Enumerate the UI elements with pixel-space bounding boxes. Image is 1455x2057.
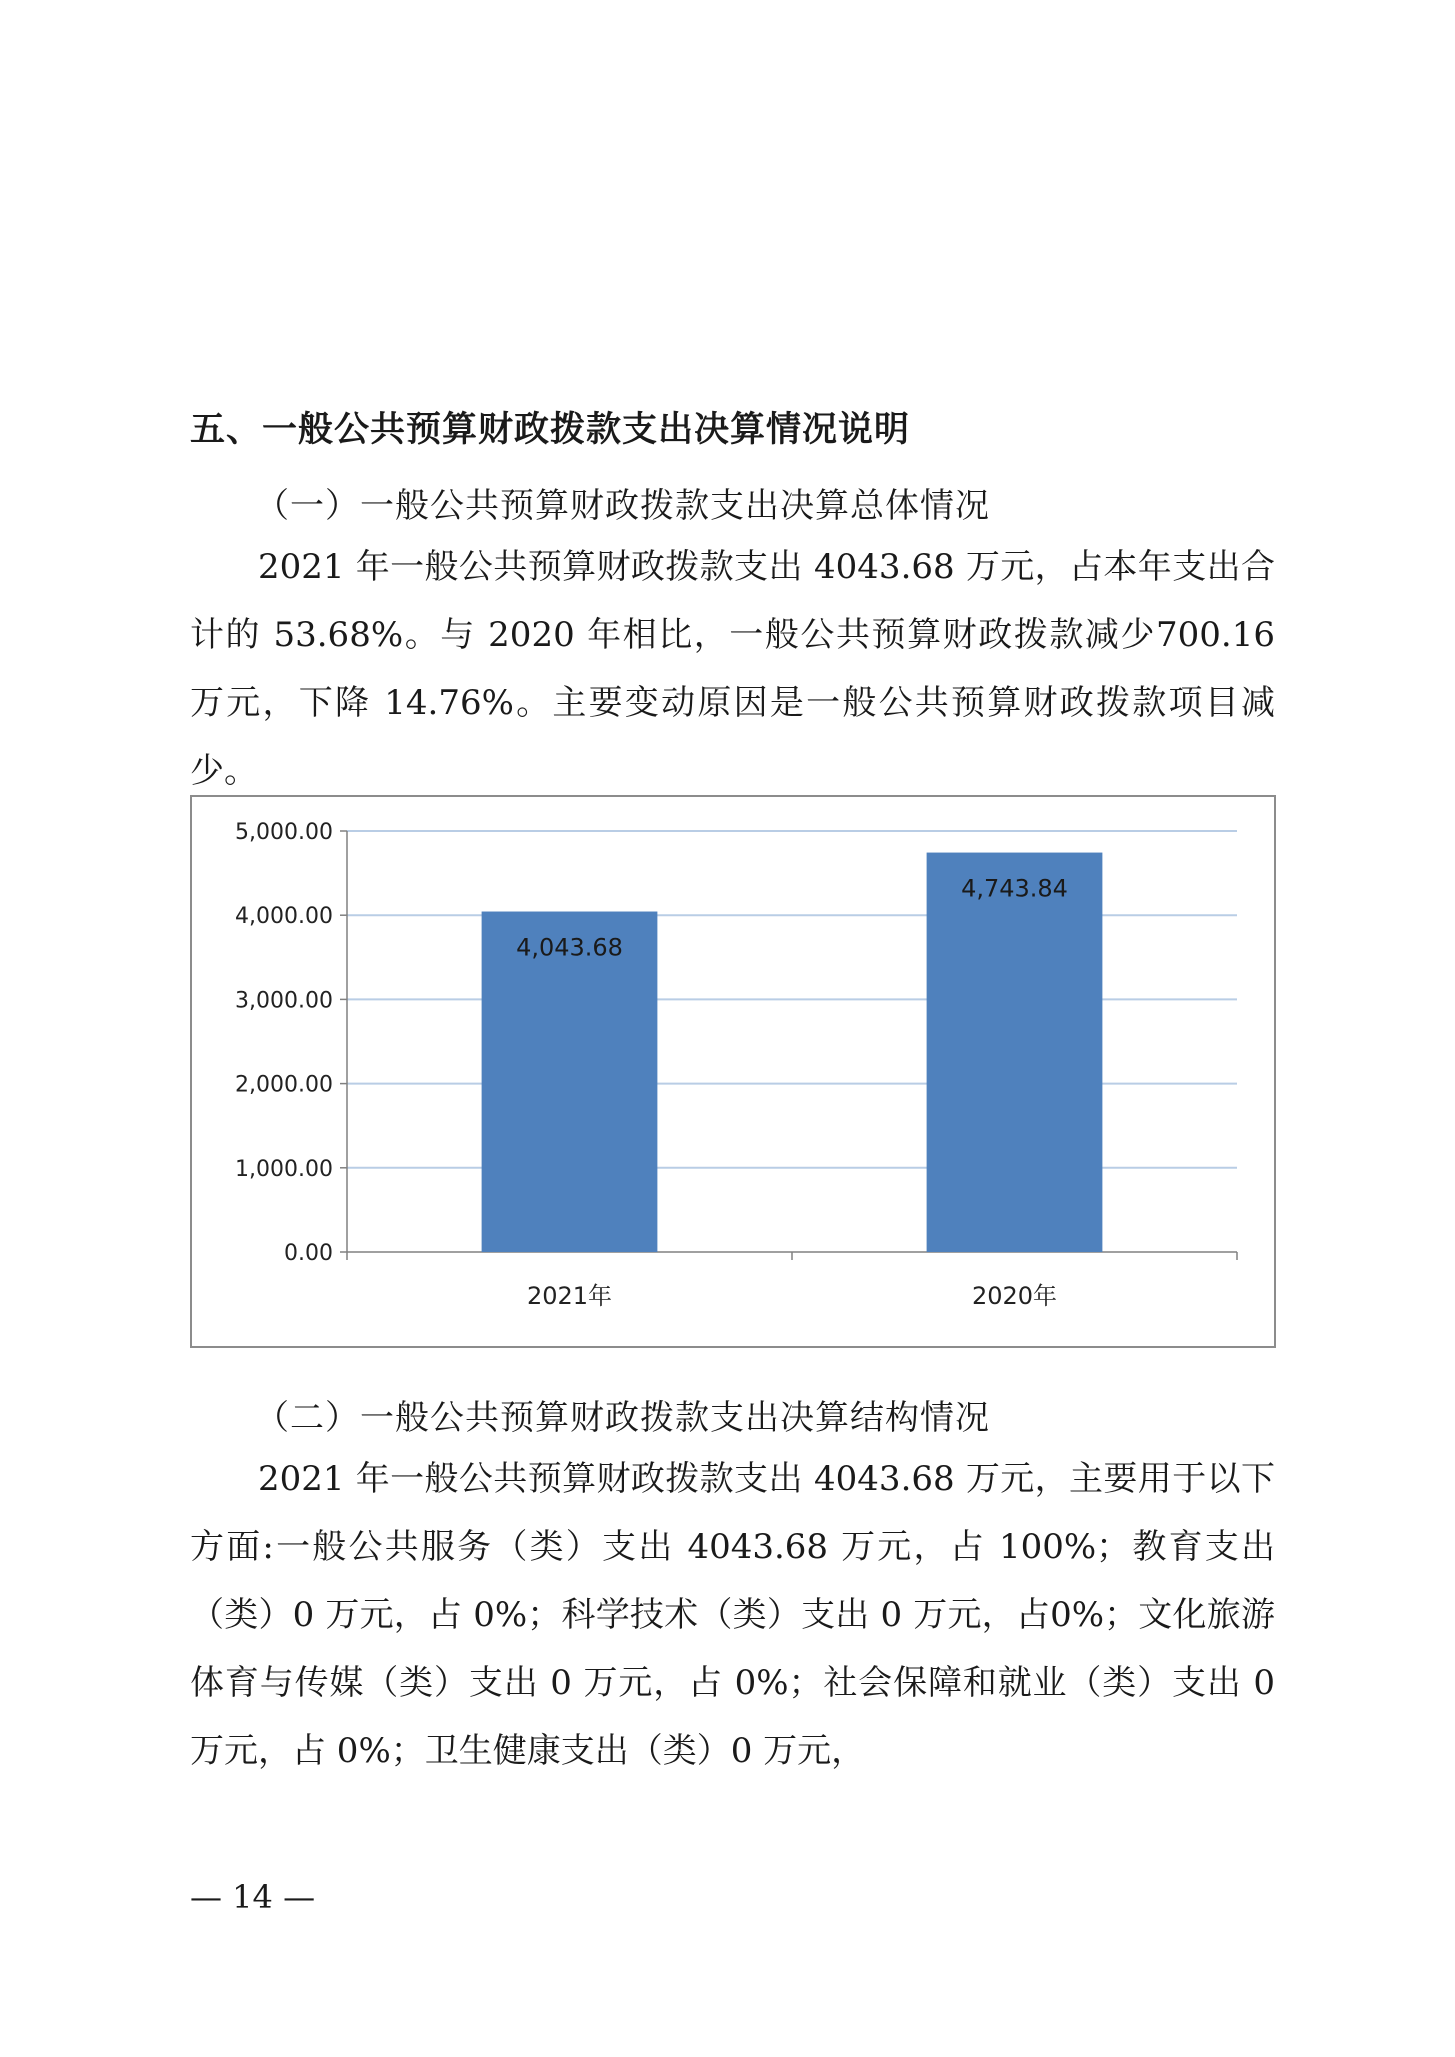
bar-chart: [190, 795, 1276, 1348]
y-tick-label: 4,000.00: [235, 904, 333, 930]
y-tick-label: 0.00: [284, 1241, 333, 1266]
bar-1: [482, 912, 658, 1252]
section-heading: 五、一般公共预算财政拨款支出决算情况说明: [190, 410, 911, 450]
bar-2: [927, 853, 1103, 1252]
chart-canvas: [192, 797, 1274, 1346]
page-number: — 14 —: [190, 1878, 316, 1916]
category-label-2: 2020年: [971, 1282, 1058, 1310]
y-tick-label: 3,000.00: [235, 988, 333, 1014]
category-label-1: 2021年: [526, 1282, 613, 1310]
y-tick-label: 5,000.00: [235, 820, 333, 845]
y-tick-label: 2,000.00: [235, 1072, 333, 1098]
subsection-heading-1: （一）一般公共预算财政拨款支出决算总体情况: [255, 486, 990, 526]
data-label-1: 4,043.68: [516, 933, 623, 962]
data-label-2: 4,743.84: [961, 874, 1068, 903]
subsection-heading-2: （二）一般公共预算财政拨款支出决算结构情况: [255, 1398, 990, 1438]
paragraph-overall: 2021 年一般公共预算财政拨款支出 4043.68 万元，占本年支出合计的 53.68%。与 2020 年相比，一般公共预算财政拨款减少700.16 万元，下降 14.76%。主要变动原因是一般公共预算财政拨款项目减少。: [190, 547, 1275, 791]
paragraph-structure: 2021 年一般公共预算财政拨款支出 4043.68 万元，主要用于以下方面:一般公共服务（类）支出 4043.68 万元，占 100%；教育支出（类）0 万元，占 0%；科学技术（类）支出 0 万元，占0%；文化旅游体育与传媒（类）支出 0 万元，占 0%；社会保障和就业（类）支出 0 万元，占 0%；卫生健康支出（类）0 万元，: [190, 1459, 1275, 1771]
y-tick-label: 1,000.00: [235, 1156, 333, 1182]
